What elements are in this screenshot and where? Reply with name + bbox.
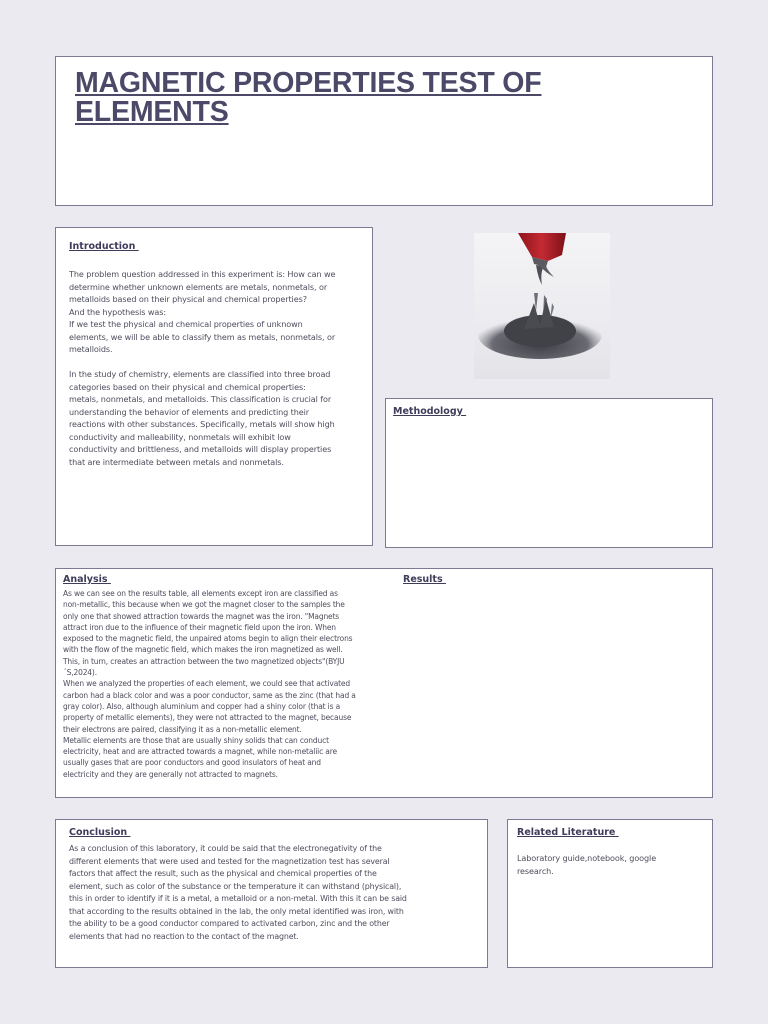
methodology-box [385,398,713,548]
results-heading: Results [403,574,446,585]
analysis-heading: Analysis [63,574,111,585]
introduction-heading: Introduction [69,241,139,252]
related-literature-text: Laboratory guide,notebook, google research. [517,853,657,876]
analysis-text: As we can see on the results table, all elements except iron are classified as non-metallic, this because when we got the magnet closer to the samples the only one that showed attraction towards the magnet was the iron. "Magnets attract iron due to the influence of their magnetic field upon the iron. When exposed to the magnetic field, the unpaired atoms begin to align their electrons with the flow of the magnetic field, which makes the iron magnetized as well. This, in turn, creates an attraction between the two magnetized objects"(BYJU ´S,2024). When we analyzed the properties of each element, we could see that activated carbon had a black color and was a poor conductor, same as the zinc (that had a gray color). Also, although aluminium and copper had a shiny color (that is a property of metallic elements), they were not attracted to the magnet, because their electrons are paired, classifying it as a non-metallic element. Metallic elements are those that are usually shiny solids that can conduct electricity, heat and are attracted towards a magnet, while non-metaliic are usually gases that are poor conductors and good insulators of heat and electricity and they are generally not attracted to magnets. [63,589,356,779]
conclusion-text: As a conclusion of this laboratory, it could be said that the electronegativity of the different elements that were used and tested for the magnetization test has several factors that affect the result, such as the physical and chemical properties of the element, such as color of the substance or the temperature it can withstand (physical), this in order to identify if it is a metal, a metalloid or a non-metal. With this it can be said that according to the results obtained in the lab, the only metal identified was iron, with the ability to be a good conductor compared to activated carbon, zinc and the other elements that had no reaction to the contact of the magnet. [69,844,407,941]
introduction-text: The problem question addressed in this experiment is: How can we determine whether unknown elements are metals, nonmetals, or metalloids based on their physical and chemical properties? And the hypothesis was: If we test the physical and chemical properties of unknown elements, we will be able to classify them as metals, nonmetals, or metalloids. In the study of chemistry, elements are classified into three broad categories based on their physical and chemical properties: metals, nonmetals, and metalloids. This classification is crucial for understanding the behavior of elements and predicting their reactions with other substances. Specifically, metals will show high conductivity and malleability, nonmetals will exhibit low conductivity and brittleness, and metalloids will display properties that are intermediate between metals and nonmetals. [69,269,336,467]
introduction-box [55,227,373,546]
title-box [55,56,713,206]
conclusion-box [55,819,488,968]
magnet-with-iron-filings-photo [474,233,610,379]
related-literature-heading: Related Literature [517,827,619,838]
related-literature-box [507,819,713,968]
page-title: MAGNETIC PROPERTIES TEST OF ELEMENTS [75,67,542,128]
analysis-results-box [55,568,713,798]
magnet-icon [474,233,610,379]
methodology-heading: Methodology [393,406,467,417]
conclusion-heading: Conclusion [69,827,131,838]
